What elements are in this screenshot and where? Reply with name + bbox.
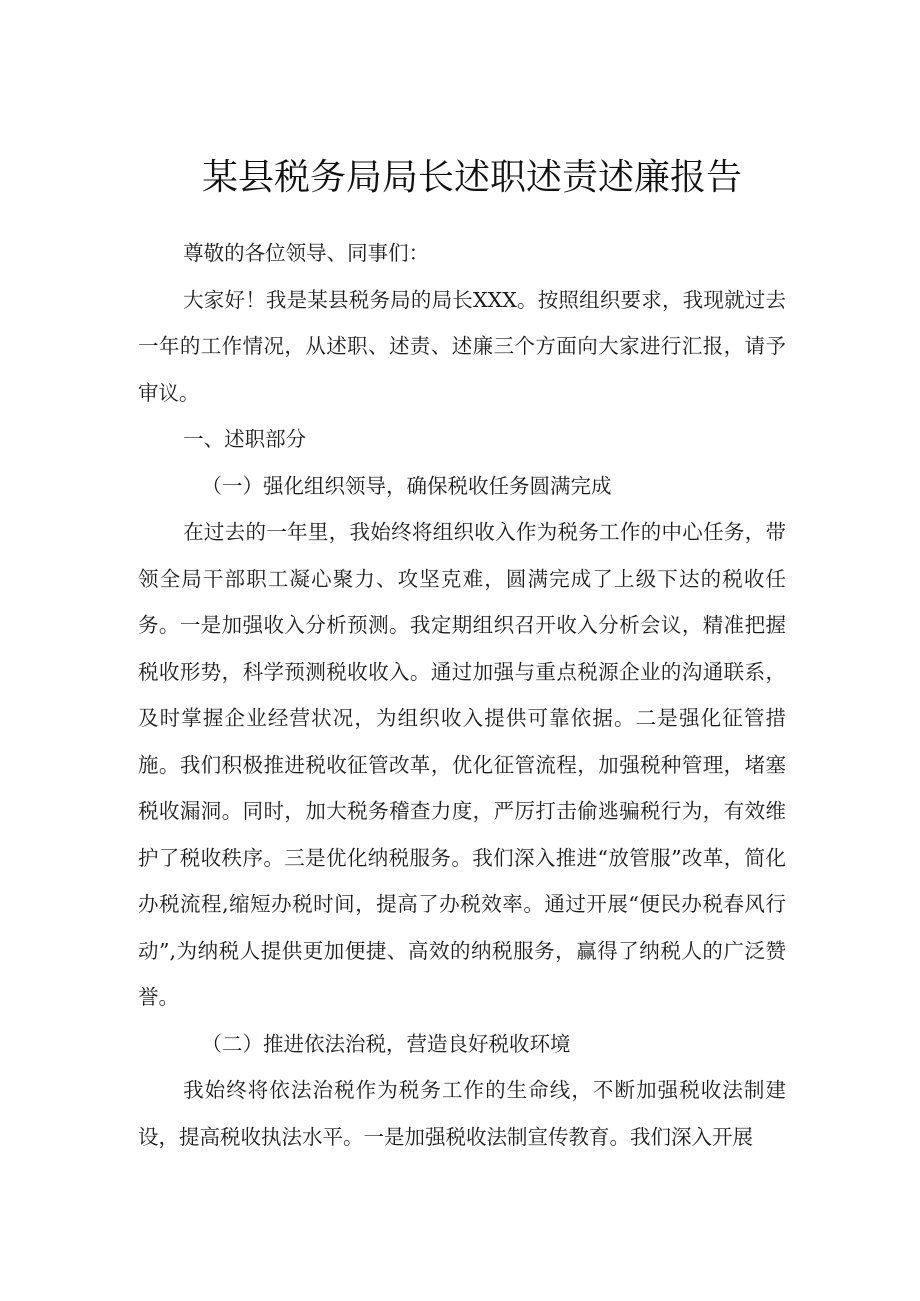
body-paragraph: 我始终将依法治税作为税务工作的生命线，不断加强税收法制建设，提高税收执法水平。一是加强税收法制宣传教育。我们深入开展	[138, 1078, 786, 1149]
subsection-heading: （一）强化组织领导，确保税收任务圆满完成	[201, 473, 612, 498]
subsection-heading: （二）推进依法治税，营造良好税收环境	[201, 1031, 571, 1056]
intro-paragraph: 大家好！我是某县税务局的局长XXX。按照组织要求，我现就过去一年的工作情况，从述职、述责、述廉三个方面向大家进行汇报，请予审议。	[138, 287, 786, 405]
body-paragraph: 在过去的一年里，我始终将组织收入作为税务工作的中心任务，带领全局干部职工凝心聚力、攻坚克难，圆满完成了上级下达的税收任务。一是加强收入分析预测。我定期组织召开收入分析会议，精准把握税收形势，科学预测税收收入。通过加强与重点税源企业的沟通联系，及时掌握企业经营状况，为组织收入提供可靠依据。二是强化征管措施。我们积极推进税收征管改革，优化征管流程，加强税种管理，堵塞税收漏洞。同时，加大税务稽查力度，严厉打击偷逃骗税行为，有效维护了税收秩序。三是优化纳税服务。我们深入推进“放管服”改革，简化办税流程,缩短办税时间，提高了办税效率。通过开展“便民办税春风行动”,为纳税人提供更加便捷、高效的纳税服务，赢得了纳税人的广泛赞誉。	[138, 520, 786, 1009]
greeting: 尊敬的各位领导、同事们：	[183, 241, 430, 265]
section-heading: 一、述职部分	[183, 427, 307, 451]
document-page	[138, 150, 786, 1160]
document-title: 某县税务局局长述职述责述廉报告	[201, 157, 742, 198]
